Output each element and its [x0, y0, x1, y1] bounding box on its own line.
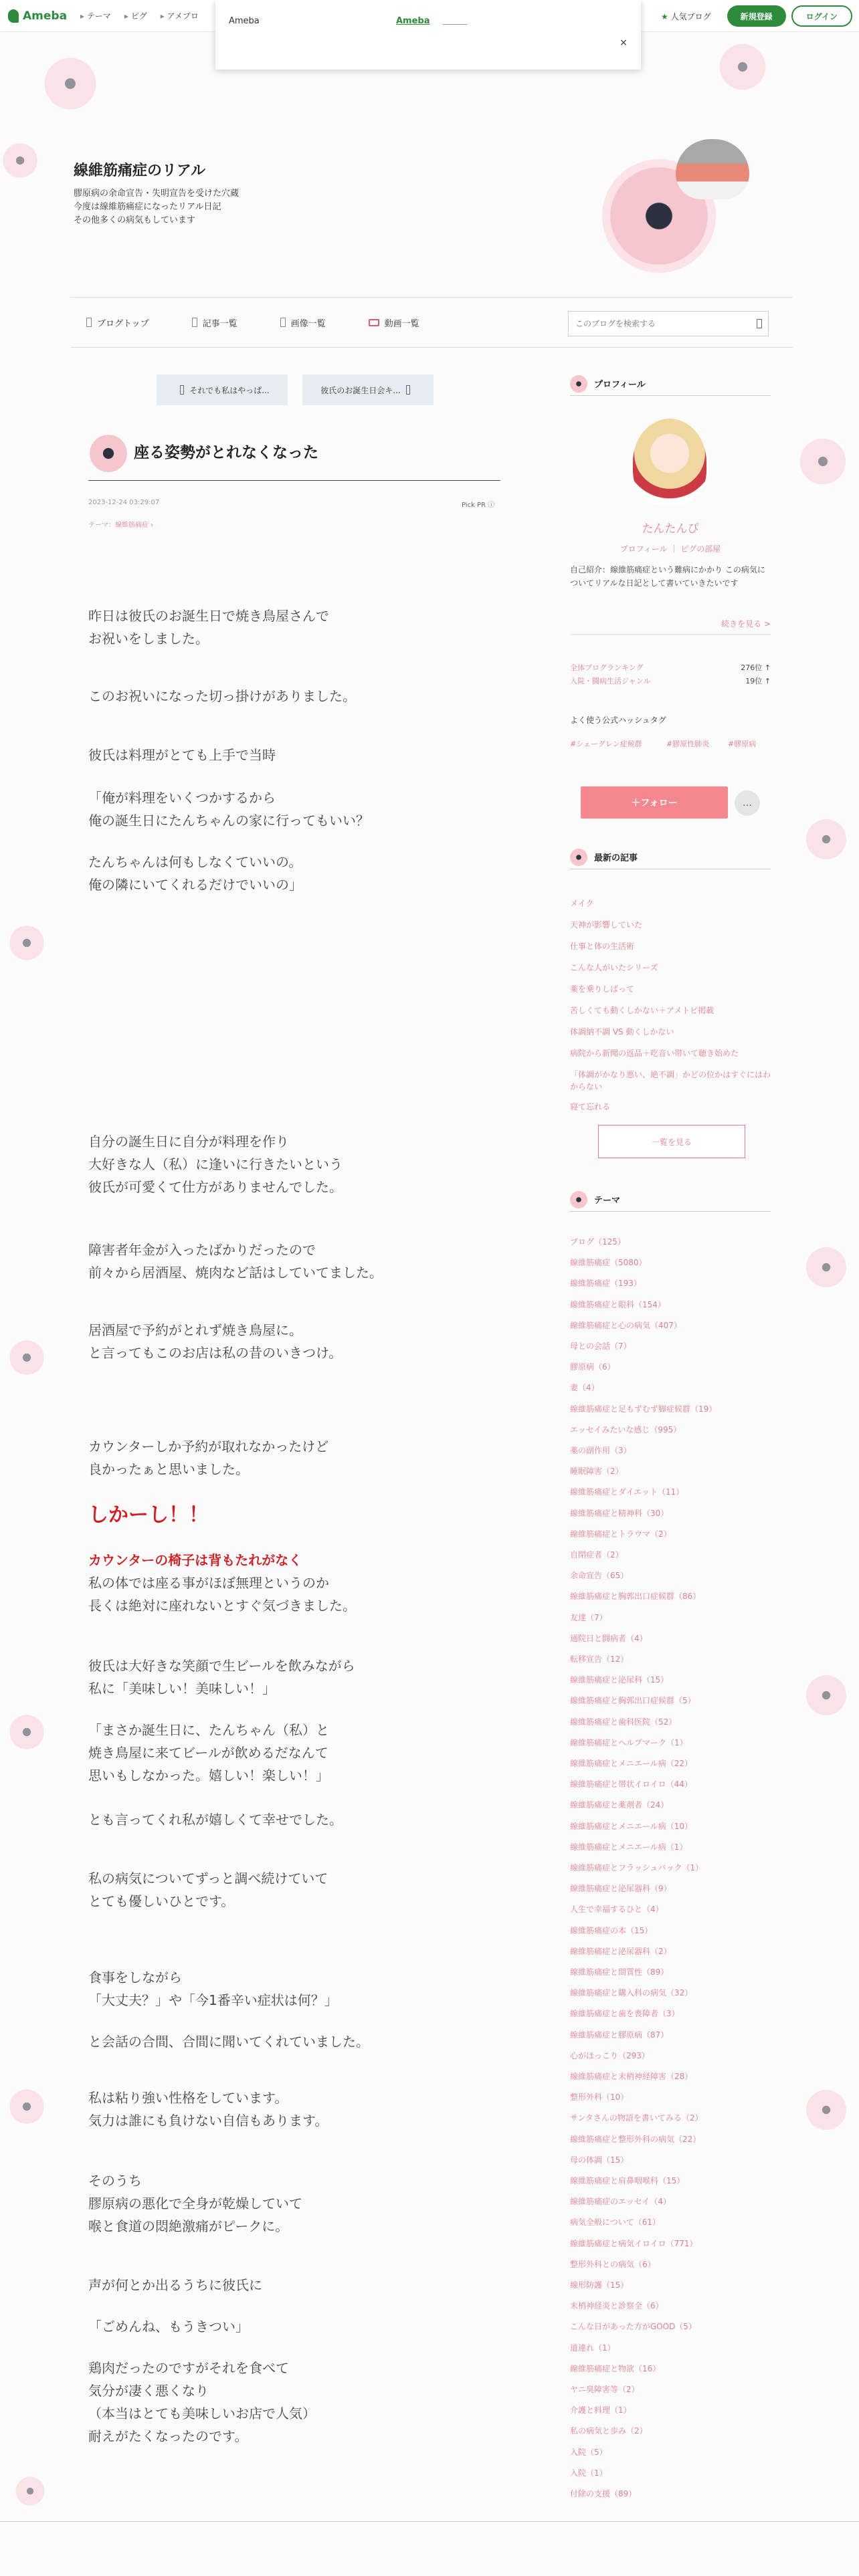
theme-link[interactable]: 線維筋痛症とメニエール病（10）: [570, 1821, 693, 1831]
flower-icon: [570, 1191, 587, 1208]
theme-link[interactable]: 線維筋痛症と精神科（30）: [570, 1508, 669, 1518]
follow-button[interactable]: ＋フォロー: [581, 786, 728, 819]
theme-link[interactable]: 線維筋痛症と膠原病（87）: [570, 2030, 669, 2040]
theme-link[interactable]: 線維筋痛症と整形外科の病気（22）: [570, 2134, 701, 2144]
theme-link[interactable]: 私の病気と歩み（2）: [570, 2426, 648, 2436]
recent-entry-link[interactable]: 寝て忘れる: [570, 1102, 611, 1111]
profile-heading: [570, 372, 771, 396]
theme-link[interactable]: ヤニ臭障害等（2）: [570, 2385, 640, 2394]
bracket-icon: [406, 385, 410, 395]
flower-icon: [570, 375, 587, 393]
login-button[interactable]: ログイン: [791, 5, 852, 27]
nav-image-list[interactable]: [280, 316, 326, 329]
pick-pr-link[interactable]: Pick PR ⓘ: [462, 502, 495, 509]
recent-entries-heading: [570, 845, 771, 869]
theme-link[interactable]: 線維筋痛症（5080）: [570, 1258, 647, 1268]
popular-blog-link[interactable]: [661, 11, 711, 22]
theme-link[interactable]: 膠原病（6）: [570, 1362, 615, 1372]
popup-input-line[interactable]: [443, 24, 467, 25]
bracket-icon: [180, 385, 184, 395]
paragraph: 障害者年金が入ったばかりだったので 前々から居酒屋、焼肉など話はしていてました。: [88, 1242, 383, 1281]
theme-link[interactable]: 線維筋痛症と薬剤者（24）: [570, 1800, 669, 1810]
more-options-icon[interactable]: …: [735, 790, 760, 816]
topnav-pigg[interactable]: ▸ ピグ: [124, 10, 147, 21]
blog-description-line: 今度は線維筋痛症になったリアル日記: [74, 202, 221, 212]
nav-label: 画像一覧: [290, 318, 326, 329]
profile-links: プロフィール ｜ ピグの部屋: [619, 544, 721, 554]
hashtag-link[interactable]: #シェーグレン症候群: [570, 740, 642, 748]
bracket-icon: [86, 318, 92, 327]
theme-link[interactable]: 線維筋痛症のエッセイ（4）: [570, 2197, 672, 2207]
paragraph: たんちゃんは何もしなくていいの。 俺の隣にいてくれるだけでいいの」: [88, 854, 302, 893]
paragraph: このお祝いになった切っ掛けがありました。: [88, 688, 356, 704]
paragraph: 居酒屋で予約がとれず焼き鳥屋に。 と言ってもこのお店は私の昔のいきつけ。: [88, 1322, 343, 1361]
recent-entry-link[interactable]: 薬を乗りしばって: [570, 984, 635, 994]
paragraph: 鶏肉だったのですがそれを食べて 気分が凄く悪くなり （本当はとても美味しいお店で人気） 耐えがたくなったのです。: [88, 2360, 316, 2444]
theme-link[interactable]: こんな日があった方がGOOD（5）: [570, 2322, 696, 2332]
paragraph: とも言ってくれ私が嬉しくて幸せでした。: [88, 1812, 343, 1828]
nav-label: 記事一覧: [202, 318, 237, 329]
next-entry-button[interactable]: [302, 374, 434, 405]
ranking-value: 276位 ↑: [741, 663, 771, 672]
theme-link[interactable]: 入院（1）: [570, 2468, 607, 2478]
avatar[interactable]: [633, 419, 706, 506]
ranking-row[interactable]: [570, 675, 771, 686]
theme-link[interactable]: 線維筋痛症と心の病気（407）: [570, 1320, 682, 1330]
chevron-right-icon: ›: [149, 522, 154, 529]
paragraph: 私の病気についてずっと調べ続けていて とても優しいひとです。: [88, 1870, 328, 1909]
prev-entry-button[interactable]: [157, 374, 288, 405]
theme-link[interactable]: 線維筋痛症と末梢神経障害（28）: [570, 2072, 693, 2081]
emphasis-heading: しかーし！！: [88, 1503, 209, 1527]
theme-link[interactable]: 介護と料理（1）: [570, 2405, 632, 2416]
paragraph: カウンターしか予約が取れなかったけど 良かったぁと思いました。: [88, 1438, 329, 1477]
popup-label: Ameba: [229, 16, 260, 26]
theme-link[interactable]: 線維筋痛症と病気イロイロ（771）: [570, 2238, 698, 2248]
theme-link[interactable]: 線維筋痛症と歯を喪障者（3）: [570, 2009, 680, 2019]
theme-link[interactable]: 線維筋痛症とトラウマ（2）: [570, 1529, 672, 1539]
nav-entry-list[interactable]: [192, 316, 237, 329]
theme-link[interactable]: 線維筋痛症と泌尿科（15）: [570, 1675, 669, 1685]
divider: [88, 480, 500, 481]
nav-label: 動画一覧: [384, 318, 419, 329]
recent-heading-label: 最新の記事: [594, 853, 638, 863]
paragraph: 彼氏は料理がとても上手で当時: [88, 747, 276, 763]
top-right-actions: [661, 5, 852, 27]
paragraph: 昨日は彼氏のお誕生日で焼き鳥屋さんで お祝いをしました。: [88, 608, 329, 647]
theme-link[interactable]: 線維筋痛症と間質性（89）: [570, 1967, 669, 1977]
theme-link[interactable]: 線維筋痛症とメニエール病（22）: [570, 1759, 693, 1768]
paragraph: 食事をしながら 「大丈夫？」や「今1番辛い症状は何？」: [88, 1969, 338, 2008]
recent-entry-link[interactable]: 苦しくても動くしかない＋アメトピ掲載: [570, 1006, 714, 1015]
recent-entry-link[interactable]: 仕事と体の生活術: [570, 942, 635, 951]
divider: [570, 634, 771, 635]
theme-link[interactable]: 母との会話（7）: [570, 1341, 632, 1351]
theme-link[interactable]: 付除の支援（89）: [570, 2489, 637, 2498]
theme-link[interactable]: 線維筋痛症と肩鼻咽喉科（15）: [570, 2176, 685, 2185]
flower-icon: [570, 849, 587, 866]
theme-link[interactable]: 線維筋痛症と眼科（154）: [570, 1299, 666, 1309]
paragraph: そのうち 膠原病の悪化で全身が乾燥していて 喉と食道の悶絶激痛がピークに。: [88, 2173, 302, 2234]
ameba-logo-text: Ameba: [23, 9, 68, 23]
nav-blog-top[interactable]: [86, 316, 149, 329]
recent-entry-link[interactable]: 天神が影響していた: [570, 920, 643, 930]
theme-link[interactable]: 線維筋痛症と胸郭出口症候群（86）: [570, 1592, 701, 1602]
paragraph: 「俺が料理をいくつかするから 俺の誕生日にたんちゃんの家に行ってもいい？: [88, 790, 369, 829]
theme-link[interactable]: 友達（7）: [570, 1612, 607, 1622]
theme-link[interactable]: 線維筋痛症の本（15）: [570, 1925, 653, 1935]
video-icon: [369, 319, 379, 326]
theme-link[interactable]: エッセイみたいな感じ（995）: [570, 1424, 682, 1434]
entry-theme: [88, 519, 153, 529]
blog-nav: [70, 297, 793, 348]
nav-video-list[interactable]: [369, 316, 419, 329]
paragraph: 自分の誕生日に自分が料理を作り 大好きな人（私）に逢いに行きたいという 彼氏が可愛くて仕方がありませんでした。: [88, 1134, 343, 1195]
entry-theme-label: テーマ：: [88, 522, 115, 529]
theme-link[interactable]: 整形外科との病気（6）: [570, 2259, 656, 2269]
theme-link[interactable]: 自閉症者（2）: [570, 1550, 624, 1560]
paragraph: 声が何とか出るうちに彼氏に: [88, 2277, 262, 2293]
theme-link[interactable]: 整形外科（10）: [570, 2092, 629, 2103]
topnav-ameblo[interactable]: ▸ アメブロ: [161, 10, 199, 21]
theme-link[interactable]: 線維筋痛症と泌尿器科（9）: [570, 1884, 672, 1894]
topnav-theme[interactable]: ▸ テーマ: [80, 10, 111, 21]
theme-link[interactable]: 線維筋痛症と歯科医院（52）: [570, 1717, 677, 1727]
pigg-room-link[interactable]: ピグの部屋: [680, 544, 721, 554]
theme-link[interactable]: 線維筋痛症と足もずむず脚症候群（19）: [570, 1404, 717, 1414]
blog-search-input[interactable]: [568, 311, 769, 336]
entry-theme-link[interactable]: 線維筋痛症: [115, 522, 149, 529]
recent-entry-link[interactable]: 体調納不調 VS 動くしかない: [570, 1027, 674, 1037]
recent-entry-link[interactable]: 病院から新聞の返品＋吃音い帯いて聴き始めた: [570, 1049, 739, 1058]
theme-heading-label: テーマ: [594, 1196, 621, 1206]
theme-link[interactable]: 線維筋痛症とヘルプマーク（1）: [570, 1737, 688, 1747]
theme-link[interactable]: 心がほっこり（293）: [570, 2050, 650, 2060]
recent-entry-link[interactable]: こんな人がいたシリーズ: [570, 963, 658, 972]
paragraph: 「ごめんね、もうきつい」: [88, 2319, 249, 2335]
bracket-icon: [192, 318, 197, 327]
popup-link[interactable]: Ameba: [396, 16, 430, 26]
ranking-label: 入院・闘病生活ジャンル: [570, 677, 651, 685]
theme-link[interactable]: 線形防護（15）: [570, 2280, 629, 2290]
divider: [0, 2521, 859, 2522]
profile-intro: 自己紹介：線維筋痛症という難病にかかり この病気についてリアルな日記として書いていきたいです: [570, 565, 765, 588]
theme-link[interactable]: 線維筋痛症と胸郭出口症候群（5）: [570, 1696, 696, 1706]
theme-heading: [570, 1188, 771, 1212]
paragraph: と会話の合間、合間に聞いてくれていました。: [88, 2034, 369, 2050]
crown-icon: ★: [660, 11, 668, 21]
paragraph: 「まさか誕生日に、たんちゃん（私）と 焼き鳥屋に来てビールが飲めるだなんて 思いもしなかった。嬉しい！楽しい！」: [88, 1722, 329, 1784]
ranking-row[interactable]: [570, 662, 771, 673]
paragraph: 私は粘り強い性格をしています。 気力は誰にも負けない自信もあります。: [88, 2090, 328, 2129]
bracket-icon: [280, 318, 286, 327]
paragraph: 彼氏は大好きな笑顔で生ビールを飲みながら 私に「美味しい！美味しい！」: [88, 1658, 355, 1697]
signup-button[interactable]: 新規登録: [727, 5, 786, 27]
theme-link[interactable]: 母の体調（15）: [570, 2155, 629, 2165]
hashtag-link[interactable]: #膠原病: [728, 740, 757, 748]
theme-link[interactable]: 道連れ（1）: [570, 2343, 615, 2353]
ranking-label: 全体ブログランキング: [570, 663, 644, 672]
theme-link[interactable]: 入院（5）: [570, 2447, 607, 2457]
hashtag-heading: よく使う公式ハッシュタグ: [570, 716, 666, 725]
theme-link[interactable]: 線維筋痛症と泌尿器科（2）: [570, 1946, 672, 1956]
blog-title[interactable]: 線維筋痛症のリアル: [74, 163, 206, 179]
theme-link[interactable]: 線維筋痛症とフラッシュバック（1）: [570, 1863, 704, 1872]
ameba-logo[interactable]: [8, 9, 67, 23]
nav-label: ブログトップ: [97, 318, 149, 329]
ameba-leaf-icon: [8, 9, 19, 23]
recent-entry-link[interactable]: メイク: [570, 899, 594, 908]
theme-link[interactable]: 病気全般について（61）: [570, 2218, 661, 2228]
view-all-entries-button[interactable]: 一覧を見る: [598, 1125, 745, 1158]
paragraph: カウンターの椅子は背もたれがなく 私の体では座る事がほぼ無理というのか 長くは絶対に座れないとすぐ気づきました。: [88, 1552, 356, 1614]
entry-flower-icon: [90, 435, 127, 472]
theme-link[interactable]: 薬の副作用（3）: [570, 1446, 632, 1455]
prev-entry-label: それでも私はやっぱ...: [189, 385, 270, 395]
theme-link[interactable]: 線維筋痛症（193）: [570, 1279, 642, 1289]
theme-link[interactable]: 余命宣告（65）: [570, 1571, 629, 1581]
blog-description-line: その他多くの病気もしています: [74, 215, 196, 225]
theme-link[interactable]: 線維筋痛症と帯状イロイロ（44）: [570, 1780, 692, 1790]
theme-link[interactable]: 妻（4）: [570, 1383, 599, 1393]
theme-link[interactable]: 人生で幸福するひと（4）: [570, 1905, 664, 1915]
theme-link[interactable]: 通院日と闘病者（4）: [570, 1633, 648, 1643]
theme-link[interactable]: サンタさんの物語を書いてみる（2）: [570, 2113, 703, 2123]
ranking-value: 19位 ↑: [745, 677, 771, 685]
theme-link[interactable]: 線維筋痛症と購入科の病気（32）: [570, 1988, 693, 1998]
close-icon[interactable]: ×: [619, 37, 628, 48]
theme-link[interactable]: ブログ（125）: [570, 1237, 626, 1247]
entry-title[interactable]: 座る姿勢がとれなくなった: [134, 444, 318, 461]
blog-description-line: 膠原病の余命宣告・失明宣告を受けた穴蔵: [74, 189, 240, 199]
profile-more-link[interactable]: 続きを見る >: [721, 619, 771, 629]
recent-entry-link[interactable]: 「体調がかなり悪い、絶不調」かどの位かはすぐにはわからない: [570, 1070, 771, 1091]
theme-link[interactable]: 線維筋痛症とメニエール病（1）: [570, 1842, 688, 1852]
bird-illustration: [676, 139, 749, 199]
theme-link[interactable]: 線維筋痛症とダイエット（11）: [570, 1487, 684, 1497]
theme-link[interactable]: 睡眠障害（2）: [570, 1467, 624, 1477]
profile-name[interactable]: たんたんぴ: [642, 522, 699, 536]
next-entry-label: 彼氏のお誕生日会キ...: [320, 385, 401, 395]
dropdown-popup: [215, 0, 641, 70]
entry-date: 2023-12-24 03:29:07: [88, 499, 160, 506]
theme-link[interactable]: 線維筋痛症と物欲（16）: [570, 2363, 661, 2373]
hashtag-link[interactable]: #膠原性肺炎: [666, 740, 710, 748]
profile-heading-label: プロフィール: [594, 380, 646, 390]
theme-link[interactable]: 末梢神経炎と診察全（6）: [570, 2301, 664, 2311]
profile-link[interactable]: プロフィール: [619, 544, 668, 554]
popular-blog-label: 人気ブログ: [670, 11, 711, 21]
search-icon[interactable]: [757, 319, 762, 328]
theme-link[interactable]: 転移宣告（12）: [570, 1654, 629, 1664]
